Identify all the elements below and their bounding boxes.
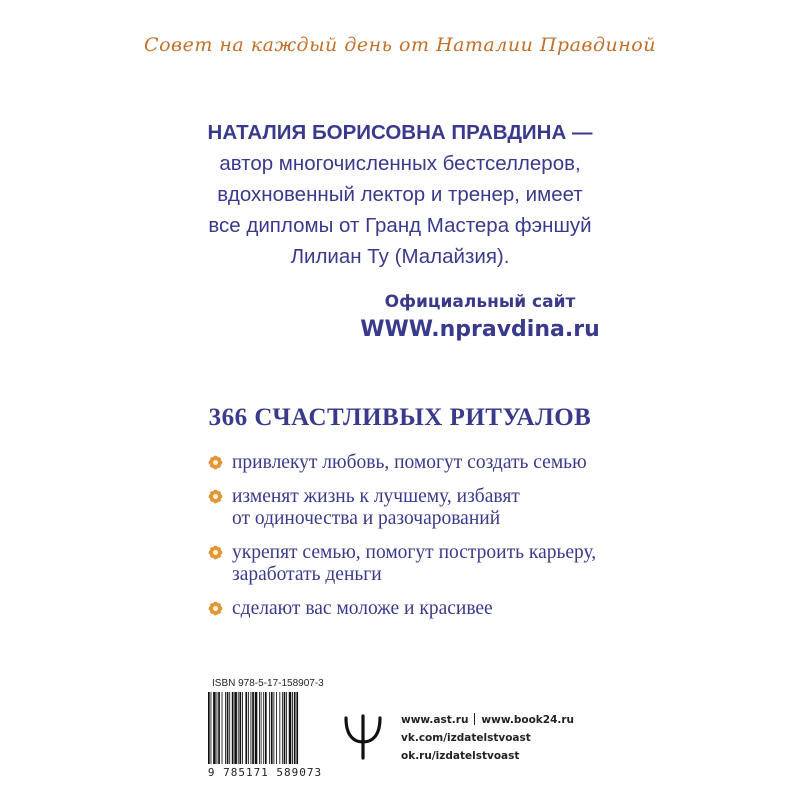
barcode-bar bbox=[294, 692, 296, 764]
flower-bullet-icon bbox=[208, 545, 223, 560]
barcode-bar bbox=[261, 692, 262, 764]
list-item-text: от одиночества и разочарований bbox=[232, 508, 501, 529]
barcode-bar bbox=[213, 692, 216, 764]
barcode-bar bbox=[282, 692, 283, 764]
website-label: Официальный сайт bbox=[384, 292, 576, 312]
link-vk[interactable]: vk.com/izdatelstvoast bbox=[401, 732, 531, 744]
barcode-icon bbox=[206, 692, 324, 764]
list-item bbox=[208, 542, 648, 586]
barcode-number: 9 785171 589073 bbox=[207, 766, 323, 779]
barcode-bar bbox=[279, 692, 280, 764]
barcode-bar bbox=[296, 692, 298, 764]
rituals-list bbox=[208, 452, 648, 632]
barcode-bar bbox=[211, 692, 212, 764]
barcode-bar bbox=[234, 692, 237, 764]
barcode-bar bbox=[286, 692, 287, 764]
list-item-text: укрепят семью, помогут построить карьеру, bbox=[232, 542, 597, 563]
bio-line: автор многочисленных бестселлеров, bbox=[219, 152, 581, 175]
list-item-text: привлекут любовь, помогут создать семью bbox=[232, 452, 587, 473]
barcode-bar bbox=[222, 692, 223, 764]
barcode-bar bbox=[232, 692, 234, 764]
barcode-bar bbox=[238, 692, 239, 764]
list-item bbox=[208, 598, 648, 620]
isbn-text: ISBN 978-5-17-158907-3 bbox=[212, 678, 324, 689]
links-row bbox=[401, 711, 574, 729]
flower-bullet-icon bbox=[208, 455, 223, 470]
barcode-bar bbox=[263, 692, 264, 764]
link-ast[interactable]: www.ast.ru bbox=[401, 714, 469, 726]
barcode-bar bbox=[276, 692, 277, 764]
list-item-text: сделают вас моложе и красивее bbox=[232, 598, 493, 619]
author-bio bbox=[140, 117, 660, 272]
divider bbox=[474, 713, 475, 725]
bio-line: вдохновенный лектор и тренер, имеет bbox=[217, 183, 583, 206]
barcode-bar bbox=[229, 692, 230, 764]
publisher-links bbox=[401, 711, 574, 765]
barcode-bar bbox=[225, 692, 226, 764]
barcode-bar bbox=[242, 692, 243, 764]
barcode-bar bbox=[284, 692, 286, 764]
list-item-text: изменят жизнь к лучшему, избавят bbox=[232, 486, 520, 507]
barcode-bar bbox=[227, 692, 229, 764]
flower-bullet-icon bbox=[208, 489, 223, 504]
barcode-bar bbox=[217, 692, 218, 764]
barcode-bar bbox=[269, 692, 270, 764]
list-item-text: заработать деньги bbox=[232, 564, 382, 585]
barcode-bar bbox=[245, 692, 247, 764]
rituals-title: 366 СЧАСТЛИВЫХ РИТУАЛОВ bbox=[208, 404, 592, 431]
barcode-bar bbox=[248, 692, 249, 764]
link-ok[interactable]: ok.ru/izdatelstvoast bbox=[401, 750, 520, 762]
website-url: WWW.npravdina.ru bbox=[360, 317, 600, 342]
barcode-bar bbox=[239, 692, 241, 764]
list-item bbox=[208, 486, 648, 530]
list-item bbox=[208, 452, 648, 474]
psi-logo-icon bbox=[342, 712, 384, 760]
flower-bullet-icon bbox=[208, 601, 223, 616]
barcode-bar bbox=[265, 692, 267, 764]
barcode-bar bbox=[251, 692, 252, 764]
barcode-bar bbox=[252, 692, 254, 764]
barcode-bar bbox=[218, 692, 220, 764]
barcode-bar bbox=[255, 692, 258, 764]
bio-line: Лилиан Ту (Малайзия). bbox=[290, 245, 510, 268]
bio-line: все дипломы от Гранд Мастера фэншуй bbox=[208, 214, 592, 237]
barcode-bar bbox=[259, 692, 260, 764]
barcode-bar bbox=[289, 692, 292, 764]
link-book24[interactable]: www.book24.ru bbox=[481, 714, 575, 726]
barcode-bar bbox=[208, 692, 210, 764]
author-name: НАТАЛИЯ БОРИСОВНА ПРАВДИНА — bbox=[207, 121, 593, 144]
barcode-bar bbox=[292, 692, 293, 764]
barcode-bar bbox=[271, 692, 273, 764]
series-title: Совет на каждый день от Наталии Правдиной bbox=[144, 34, 656, 56]
barcode-bar bbox=[273, 692, 274, 764]
